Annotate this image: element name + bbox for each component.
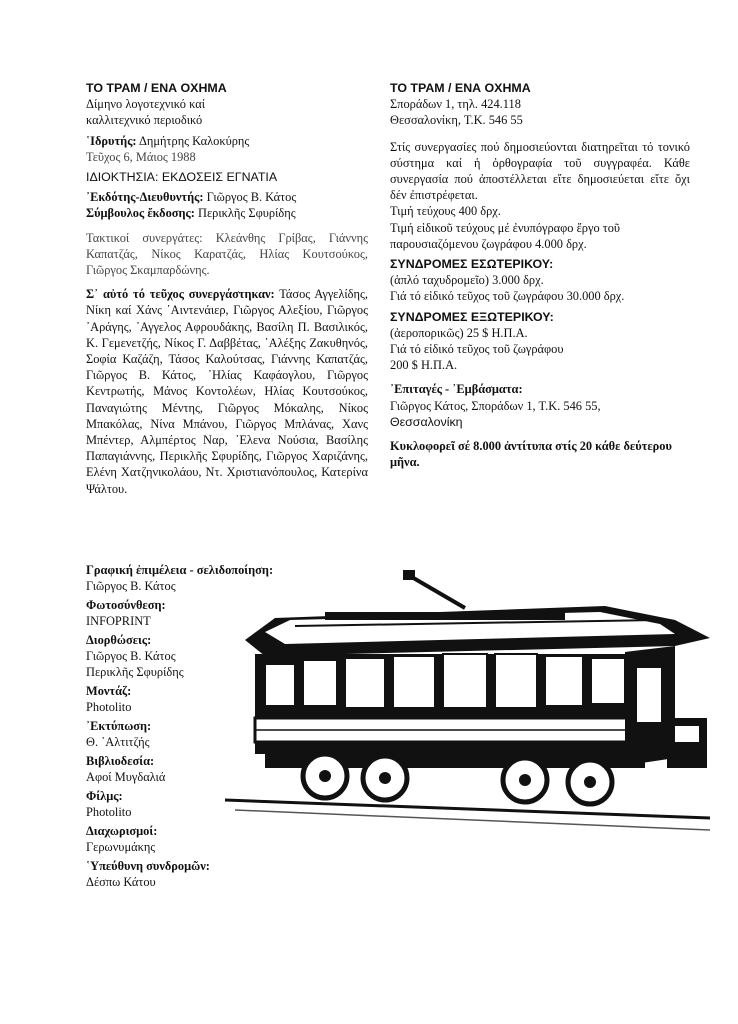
credit-value: Γερωνυμάκης	[86, 840, 156, 854]
credit-value: Δέσπω Κάτου	[86, 875, 156, 889]
issue-line: Τεῦχος 6, Μάιος 1988	[86, 149, 196, 164]
credit-value: Θ. ᾿Αλτιτζής	[86, 735, 150, 749]
credit-value: INFOPRINT	[86, 614, 151, 628]
contributors-label: Σ᾿ αὐτό τό τεῦχος συνεργάστηκαν:	[86, 287, 275, 302]
payments-line-2: Θεσσαλονίκη	[390, 414, 463, 429]
credit-value: Γιῶργος Β. Κάτος Περικλῆς Σφυρίδης	[86, 649, 184, 679]
foreign-subscription-2: Γιά τό εἰδικό τεῦχος τοῦ ζωγράφου	[390, 342, 564, 357]
magazine-subtitle-line-2: καλλιτεχνικό περιοδικό	[86, 113, 203, 128]
publisher-value: Γιῶργος Β. Κάτος	[206, 190, 297, 205]
tram-illustration	[205, 568, 710, 848]
credit-label: Φίλμς:	[86, 789, 123, 803]
credit-value: Photolito	[86, 805, 132, 819]
masthead-left-column	[86, 80, 368, 497]
ownership-line: ΙΔΙΟΚΤΗΣΙΑ: ΕΚΔΟΣΕΙΣ ΕΓΝΑΤΙΑ	[86, 170, 278, 185]
advisor-label: Σύμβουλος ἔκδοσης:	[86, 206, 195, 221]
magazine-subtitle-line-1: Δίμηνο λογοτεχνικό καί	[86, 97, 206, 112]
credit-value: Γιῶργος Β. Κάτος	[86, 579, 176, 593]
credit-value: Photolito	[86, 700, 132, 714]
regulars-label: Τακτικοί συνεργάτες:	[86, 230, 203, 245]
payments-line-1: Γιῶργος Κάτος, Σποράδων 1, Τ.Κ. 546 55,	[390, 398, 601, 413]
domestic-subscriptions-heading: ΣΥΝΔΡΟΜΕΣ ΕΣΩΤΕΡΙΚΟΥ:	[390, 257, 554, 272]
masthead-right-column	[390, 80, 690, 470]
advisor-value: Περικλῆς Σφυρίδης	[198, 206, 296, 221]
advisor-line	[86, 205, 368, 221]
founder-line	[86, 133, 368, 149]
editorial-note: Στίς συνεργασίες πού δημοσιεύονται διατηρεῖται τό τονικό σύστημα καί ἡ ὀρθογραφία τοῦ συγγραφέα. Κάθε συνεργασία πού ἀποστέλλεται εἴτε δημοσιεύεται εἴτε ὄχι δέν ἐπιστρέφεται.	[390, 139, 690, 203]
contributors-text: Τάσος Αγγελίδης, Νίκη καί Χάνς ᾿Αιντενάιερ, Γιῶργος Αλεξίου, Γιῶργος ᾿Αράγης, ᾿Αγγελος Αφρουδάκης, Βασίλη Π. Βασιλικός, Κ. Γεμενετζής, Νίκος Γ. Δαββέτας, ᾿Αλέξης Ζακυθηνός, Σοφία Καζάζη, Τάσος Καλούτσας, Γιάννης Καπατζάς, Γιῶργος Β. Κάτος, ᾿Ηλίας Καφάογλου, Γιῶργος Κεντρωτής, Μάνος Κοντολέων, Ηλίας Κουτσούκος, Παναγιώτης Μέντης, Γιῶργος Μόκαλης, Νίκος Μπακόλας, Νίνα Μπάνου, Γιῶργος Μπλάνας, Χανς Μπέντερ, Αλμπέρτος Ναρ, ᾿Ελενα Νούσια, Βασίλης Παπαγιάννης, Περικλῆς Σφυρίδης, Γιῶργος Χαριζάνης, Ελένη Χατζηνικολάου, Ντ. Χριστιανόπουλος, Κατερίνα Ψάλτου.	[86, 287, 368, 496]
magazine-title: ΤΟ ΤΡΑΜ / ΕΝΑ ΟΧΗΜΑ	[86, 81, 227, 95]
founder-value: Δημήτρης Καλοκύρης	[138, 133, 250, 148]
address-line-1: Σποράδων 1, τηλ. 424.118	[390, 97, 521, 112]
foreign-subscription-1: (ἀεροπορικῶς) 25 $ Η.Π.Α.	[390, 325, 528, 340]
domestic-subscription-1: (ἁπλό ταχυδρομεῖο) 3.000 δρχ.	[390, 273, 544, 288]
credit-label: ᾿Εκτύπωση:	[86, 719, 152, 733]
founder-label: ῾Ιδρυτής:	[86, 133, 137, 148]
regular-contributors	[86, 230, 368, 279]
circulation-note: Κυκλοφορεῖ σέ 8.000 ἀντίτυπα στίς 20 κάθε δεύτερου μῆνα.	[390, 439, 672, 470]
credit-label: Φωτοσύνθεση:	[86, 598, 166, 612]
credit-label: Διαχωρισμοί:	[86, 824, 158, 838]
credit-label: Διορθώσεις:	[86, 633, 152, 647]
payments-label: ᾿Επιταγές - ᾿Εμβάσματα:	[390, 382, 523, 397]
credit-label: Βιβλιοδεσία:	[86, 754, 155, 768]
issue-price: Τιμή τεύχους 400 δρχ.	[390, 204, 501, 219]
credit-value: Αφοί Μυγδαλιά	[86, 770, 166, 784]
foreign-subscriptions-heading: ΣΥΝΔΡΟΜΕΣ ΕΞΩΤΕΡΙΚΟΥ:	[390, 309, 554, 324]
credit-label: ῾Υπεύθυνη συνδρομῶν:	[86, 859, 210, 873]
credit-label: Γραφική ἐπιμέλεια - σελιδοποίηση:	[86, 563, 274, 577]
credit-label: Μοντάζ:	[86, 684, 132, 698]
publisher-label: ᾿Εκδότης-Διευθυντής:	[86, 190, 204, 205]
publisher-line	[86, 189, 368, 205]
foreign-subscription-3: 200 $ Η.Π.Α.	[390, 358, 458, 373]
regulars-text: Κλεάνθης Γρίβας, Γιάννης Καπατζάς, Νίκος Καρατζάς, Ηλίας Κουτσούκος, Γιῶργος Σκαμπαρδώνης.	[86, 230, 368, 278]
special-issue-price: Τιμή εἰδικοῦ τεύχους μέ ἐνυπόγραφο ἔργο τοῦ παρουσιαζόμενου ζωγράφου 4.000 δρχ.	[390, 220, 621, 251]
right-title: ΤΟ ΤΡΑΜ / ΕΝΑ ΟΧΗΜΑ	[390, 81, 531, 95]
domestic-subscription-2: Γιά τό εἰδικό τεῦχος τοῦ ζωγράφου 30.000 δρχ.	[390, 289, 625, 304]
issue-contributors	[86, 286, 368, 497]
address-line-2: Θεσσαλονίκη, Τ.Κ. 546 55	[390, 113, 523, 128]
